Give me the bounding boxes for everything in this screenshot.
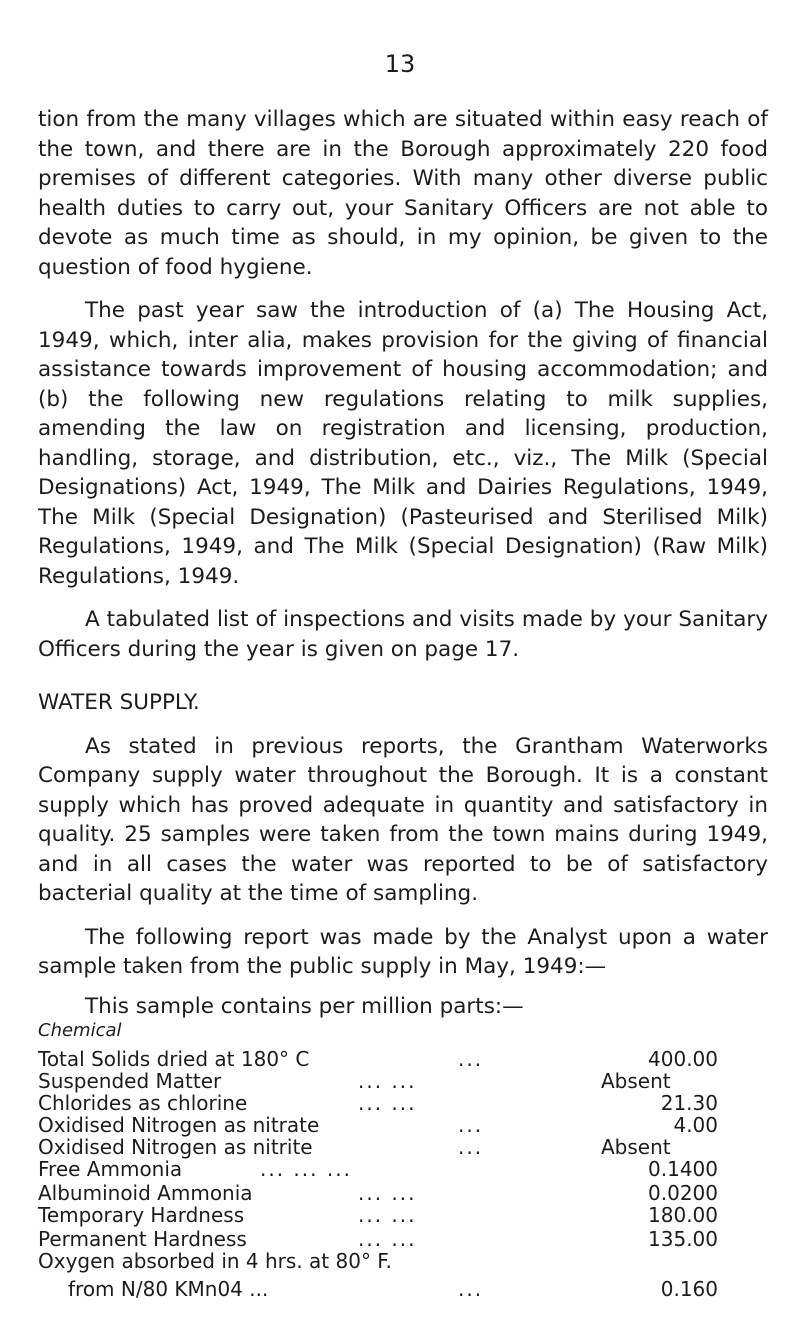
row-label: Free Ammonia xyxy=(38,1156,183,1181)
page-number: 13 xyxy=(384,50,416,78)
table-row xyxy=(38,1182,768,1204)
table-row xyxy=(38,1070,768,1092)
page-body xyxy=(38,105,768,1302)
leader-dots: ... ... xyxy=(358,1068,417,1093)
paragraph-analyst-report: The following report was made by the Analyst upon a water sample taken from the public supply in May, 1949:— xyxy=(38,924,768,979)
row-value: 180.00 xyxy=(648,1202,718,1227)
row-label: Albuminoid Ammonia xyxy=(38,1180,253,1205)
row-value: 4.00 xyxy=(673,1112,718,1137)
paragraph-water-supply: As stated in previous reports, the Grantham Waterworks Company supply water throughout the Borough. It is a constant supply which has proved adequate in quantity and satisfactory in quality. 25 samples were taken from the town mains during 1949, and in all cases the water was reported to be of satisfactory bacterial quality at the time of sampling. xyxy=(38,733,768,906)
section-label-chemical: Chemical xyxy=(38,1019,122,1041)
row-value: Absent xyxy=(601,1068,671,1093)
leader-dots: ... ... xyxy=(358,1202,417,1227)
paragraph-housing-milk-regulations: The past year saw the introduction of (a) The Housing Act, 1949, which, inter alia, makes provision for the giving of financial assistance towards improvement of housing accommodation; and (b) the following new regulations relating to milk supplies, amending the law on registration and licensing, production, handling, storage, and distribution, etc., viz., The Milk (Special Designations) Act, 1949, The Milk and Dairies Regulations, 1949, The Milk (Special Designation) (Pasteurised and Sterilised Milk) Regulations, 1949, and The Milk (Special Designation) (Raw Milk) Regulations, 1949. xyxy=(38,298,768,589)
row-value: Absent xyxy=(601,1134,671,1159)
leader-dots: ... ... xyxy=(358,1090,417,1115)
leader-dots: ... ... ... xyxy=(260,1156,352,1181)
row-label: Total Solids dried at 180° C xyxy=(38,1046,310,1071)
table-row xyxy=(38,1204,768,1228)
heading-water-supply: WATER SUPPLY. xyxy=(38,690,200,715)
table-row xyxy=(38,1136,768,1158)
row-value: 21.30 xyxy=(660,1090,718,1115)
leader-dots: ... xyxy=(458,1112,484,1137)
row-label: Suspended Matter xyxy=(38,1068,222,1093)
paragraph-inspections: A tabulated list of inspections and visits made by your Sanitary Officers during the year is given on page 17. xyxy=(38,607,768,662)
table-row xyxy=(38,1228,768,1250)
table-row xyxy=(38,1092,768,1114)
table-row xyxy=(38,1048,768,1070)
row-label: Chlorides as chlorine xyxy=(38,1090,248,1115)
leader-dots: ... ... xyxy=(358,1180,417,1205)
row-value: 135.00 xyxy=(648,1226,718,1251)
paragraph-food-premises: tion from the many villages which are situated within easy reach of the town, and there are in the Borough approximately 220 food premises of different categories. With many other diverse public health duties to carry out, your Sanitary Officers are not able to devote as much time as should, in my opinion, be given to the question of food hygiene. xyxy=(38,107,768,280)
row-label: Oxidised Nitrogen as nitrite xyxy=(38,1134,313,1159)
row-label: Permanent Hardness xyxy=(38,1226,247,1251)
leader-dots: ... xyxy=(458,1134,484,1159)
analysis-results-table xyxy=(38,1048,768,1302)
paragraph-per-million: This sample contains per million parts:— xyxy=(85,993,524,1019)
row-value: 400.00 xyxy=(648,1046,718,1071)
table-row xyxy=(38,1114,768,1136)
leader-dots: ... xyxy=(458,1276,484,1301)
row-value: 0.0200 xyxy=(648,1180,718,1205)
row-value: 0.160 xyxy=(660,1276,718,1301)
row-label: Oxidised Nitrogen as nitrate xyxy=(38,1112,320,1137)
leader-dots: ... xyxy=(458,1046,484,1071)
table-row xyxy=(38,1158,768,1182)
leader-dots: ... ... xyxy=(358,1226,417,1251)
row-value: 0.1400 xyxy=(648,1156,718,1181)
row-label: from N/80 KMn04 ... xyxy=(68,1276,269,1301)
row-label: Oxygen absorbed in 4 hrs. at 80° F. xyxy=(38,1248,392,1273)
table-row xyxy=(38,1278,768,1302)
row-label: Temporary Hardness xyxy=(38,1202,245,1227)
table-row xyxy=(38,1250,768,1272)
